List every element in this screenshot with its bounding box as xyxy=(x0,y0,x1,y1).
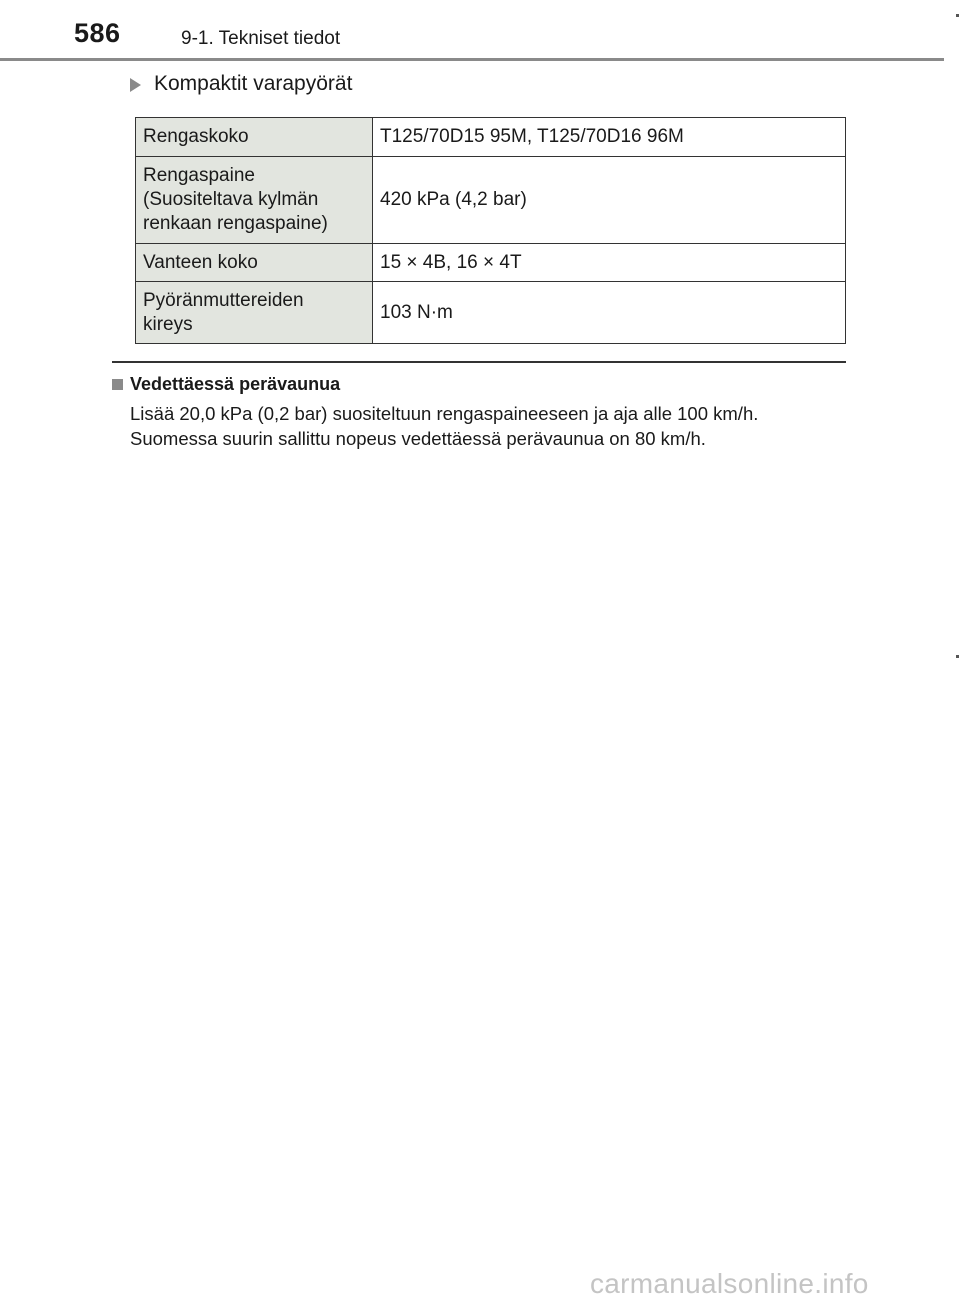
page-header xyxy=(0,0,960,60)
row-label-cell xyxy=(136,118,373,157)
square-bullet-icon xyxy=(112,379,123,390)
note-heading xyxy=(112,374,340,395)
row-value: 420 kPa (4,2 bar) xyxy=(380,189,527,210)
row-label-line: Rengaspaine xyxy=(143,165,255,186)
row-value: 103 N·m xyxy=(380,301,453,323)
table-row xyxy=(136,118,846,157)
row-value-cell xyxy=(373,118,846,157)
note-heading-text: Vedettäessä perävaunua xyxy=(130,374,341,394)
row-label-line: renkaan rengaspaine) xyxy=(143,213,328,234)
crop-mark xyxy=(956,655,959,658)
section-divider xyxy=(112,361,846,363)
note-line: Lisää 20,0 kPa (0,2 bar) suositeltuun rengaspaineeseen ja aja alle 100 km/h. xyxy=(130,403,759,424)
row-label: Vanteen koko xyxy=(143,251,258,273)
row-label-line: kireys xyxy=(143,313,193,335)
row-label: Rengaskoko xyxy=(143,126,249,147)
row-label-cell xyxy=(136,157,373,244)
row-value-cell xyxy=(373,282,846,344)
row-value: T125/70D15 95M, T125/70D16 96M xyxy=(380,126,684,147)
header-divider xyxy=(0,58,944,61)
row-label-cell xyxy=(136,244,373,282)
triangle-bullet-icon xyxy=(130,78,141,92)
row-label-cell xyxy=(136,282,373,344)
table-row xyxy=(136,244,846,282)
row-label-line: (Suositeltava kylmän xyxy=(143,189,319,210)
subsection-heading xyxy=(130,72,352,96)
watermark: carmanualsonline.info xyxy=(590,1268,869,1299)
table-row xyxy=(136,282,846,344)
crop-mark xyxy=(956,14,959,17)
note-line: Suomessa suurin sallittu nopeus vedettäessä perävaunua on 80 km/h. xyxy=(130,428,706,449)
section-title: 9-1. Tekniset tiedot xyxy=(181,28,341,49)
row-label-line: Pyöränmuttereiden xyxy=(143,289,304,311)
row-value-cell xyxy=(373,244,846,282)
subsection-title: Kompaktit varapyörät xyxy=(154,72,353,95)
spec-table xyxy=(135,117,846,344)
table-row xyxy=(136,157,846,244)
note-body xyxy=(130,401,850,451)
page-number: 586 xyxy=(74,18,121,48)
row-value-cell xyxy=(373,157,846,244)
row-value: 15 × 4B, 16 × 4T xyxy=(380,251,522,273)
